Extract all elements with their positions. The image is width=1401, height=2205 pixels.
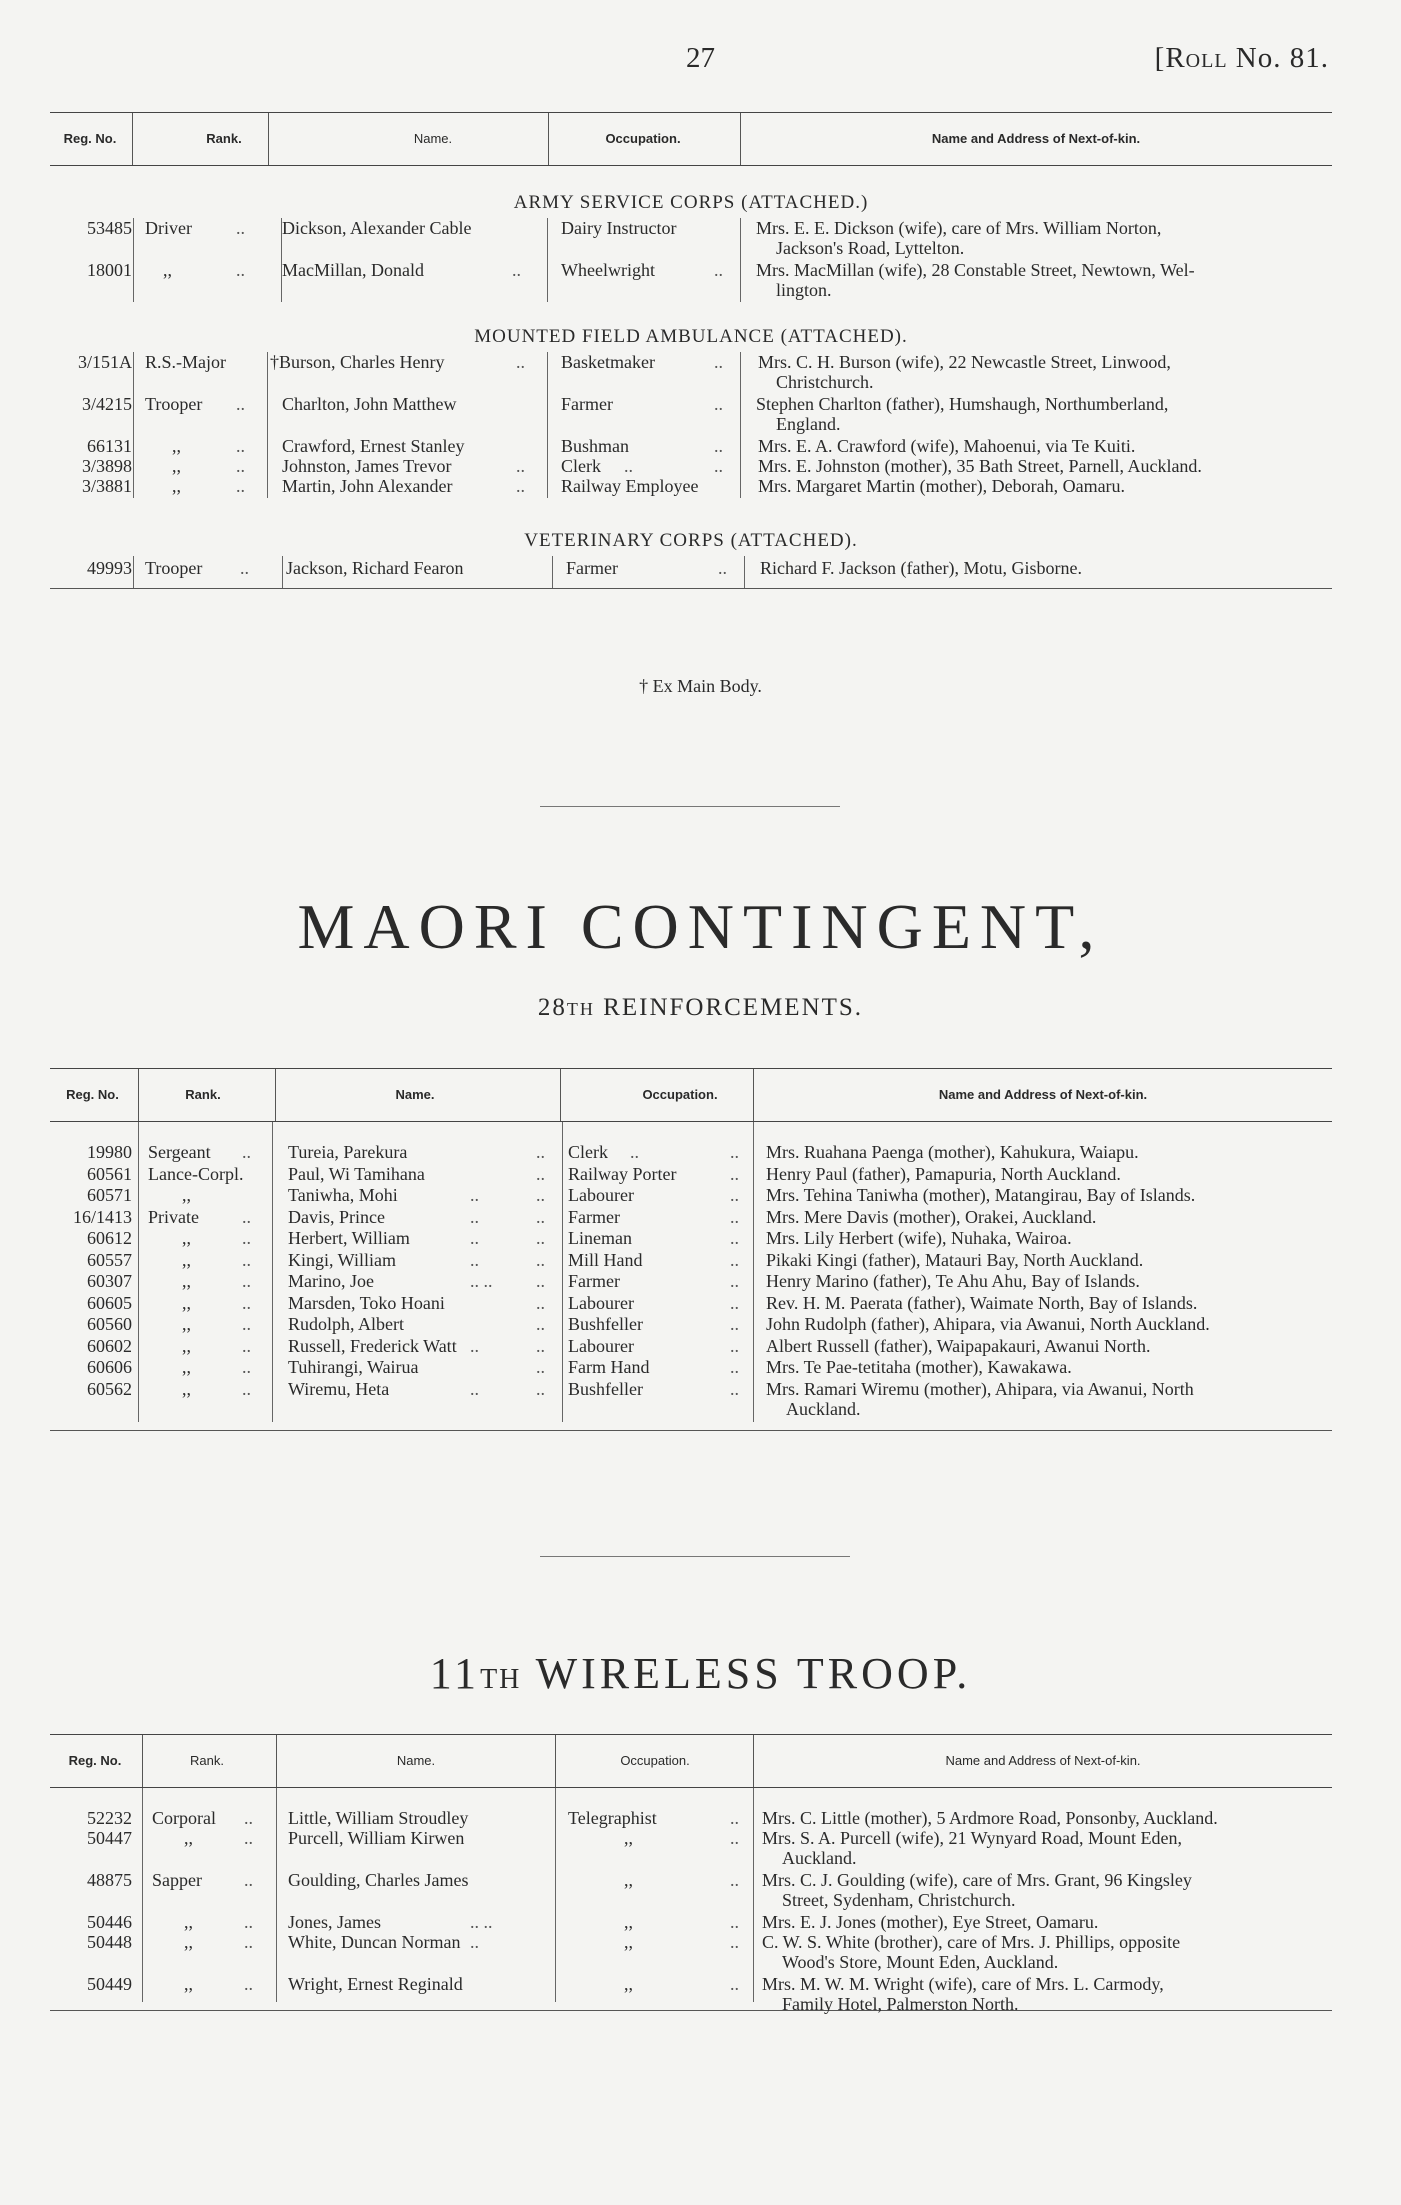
- next-of-kin: Mrs. Ruahana Paenga (mother), Kahukura, Waiapu.: [766, 1142, 1139, 1162]
- occupation-leader: ..: [730, 1335, 739, 1356]
- col-rank: Rank.: [185, 1087, 221, 1102]
- rank-leader: ..: [236, 456, 245, 476]
- occupation: Labourer: [568, 1292, 634, 1313]
- rank-leader: ..: [236, 436, 245, 456]
- occupation-leader: ..: [730, 1378, 739, 1399]
- occupation: Labourer: [568, 1335, 634, 1356]
- rank-leader: ..: [242, 1249, 251, 1270]
- rank: ,,: [172, 476, 181, 496]
- page-number: 27: [686, 42, 715, 74]
- reg-no: 50449: [87, 1974, 132, 1994]
- rank-leader: ..: [236, 260, 245, 280]
- rank: ,,: [182, 1228, 191, 1248]
- rank-leader: ..: [242, 1314, 251, 1334]
- next-of-kin: Mrs. C. H. Burson (wife), 22 Newcastle Street, Linwood,: [758, 352, 1171, 372]
- col-reg: Reg. No.: [63, 131, 117, 146]
- roll-number: [1155, 42, 1329, 75]
- col-occupation: Occupation.: [642, 1087, 718, 1102]
- reg-no: 3/151A: [78, 352, 132, 372]
- section-mounted-field-ambulance-rows: [50, 352, 1332, 498]
- occupation: Dairy Instructor: [561, 218, 677, 238]
- col-reg: Reg. No.: [66, 1087, 119, 1102]
- col-kin: Name and Address of Next-of-kin.: [945, 1753, 1141, 1768]
- next-of-kin: Pikaki Kingi (father), Matauri Bay, North Auckland.: [766, 1249, 1144, 1270]
- col-rank: Rank.: [190, 1753, 224, 1768]
- occupation: Railway Porter: [568, 1163, 677, 1184]
- reg-no: 60562: [87, 1378, 132, 1399]
- roll-bracket: [: [1154, 42, 1166, 74]
- table-header: [50, 1734, 1332, 1788]
- rank: ,,: [182, 1249, 191, 1270]
- occupation-leader: ..: [730, 1228, 739, 1248]
- col-rank: Rank.: [206, 131, 242, 146]
- occupation-leader: ..: [730, 1292, 739, 1313]
- name-mid-leader: ..: [470, 1249, 479, 1270]
- next-of-kin: Mrs. E. J. Jones (mother), Eye Street, Oamaru.: [762, 1912, 1099, 1932]
- occupation-leader: ..: [714, 352, 723, 372]
- rank-leader: ..: [242, 1335, 251, 1356]
- name: Paul, Wi Tamihana: [288, 1163, 425, 1184]
- occupation: Farmer: [568, 1271, 620, 1291]
- name: Tureia, Parekura: [288, 1142, 408, 1162]
- name: Tuhirangi, Wairua: [288, 1357, 419, 1377]
- rank-leader: ..: [236, 476, 245, 496]
- occupation: Lineman: [568, 1228, 632, 1248]
- reg-no: 3/3881: [81, 476, 132, 496]
- rank: ,,: [184, 1932, 193, 1952]
- occupation: ,,: [624, 1932, 633, 1952]
- occupation-leader: ..: [730, 1249, 739, 1270]
- occupation: Railway Employee: [561, 476, 699, 496]
- reg-no: 3/4215: [81, 394, 132, 414]
- name: MacMillan, Donald: [282, 260, 424, 280]
- reg-no: 49993: [87, 558, 132, 578]
- divider: [540, 1556, 850, 1557]
- wireless-troop-title: [0, 1648, 1401, 1699]
- rank-leader: ..: [236, 394, 245, 414]
- name-leader: ..: [536, 1185, 545, 1205]
- next-of-kin: Stephen Charlton (father), Humshaugh, Northumberland,: [756, 394, 1169, 414]
- col-occupation: Occupation.: [620, 1753, 690, 1768]
- occupation: Clerk: [561, 456, 601, 476]
- occupation-leader: ..: [730, 1314, 739, 1334]
- occupation-leader: ..: [730, 1357, 739, 1377]
- name-leader: ..: [536, 1314, 545, 1334]
- next-of-kin: Albert Russell (father), Waipapakauri, Awanui North.: [766, 1335, 1151, 1356]
- occupation-leader: ..: [714, 394, 723, 414]
- rank: ,,: [182, 1271, 191, 1291]
- next-of-kin: Mrs. Mere Davis (mother), Orakei, Auckland.: [766, 1206, 1097, 1227]
- reg-no: 60561: [87, 1163, 132, 1184]
- reg-no: 60612: [87, 1228, 132, 1248]
- name-leader: ..: [536, 1228, 545, 1248]
- name-leader: ..: [536, 1142, 545, 1162]
- next-of-kin: Richard F. Jackson (father), Motu, Gisborne.: [760, 558, 1082, 578]
- next-of-kin: Mrs. E. Johnston (mother), 35 Bath Street, Parnell, Auckland.: [758, 456, 1202, 476]
- occupation-leader: ..: [730, 1932, 739, 1952]
- title-text: WIRELESS TROOP.: [535, 1649, 972, 1698]
- next-of-kin-cont: Street, Sydenham, Christchurch.: [782, 1890, 1016, 1910]
- maori-contingent-table: [50, 1068, 1332, 1431]
- name-leader: ..: [516, 456, 525, 476]
- name: Marsden, Toko Hoani: [288, 1292, 445, 1313]
- name: †Burson, Charles Henry: [270, 352, 445, 372]
- occupation-leader: ..: [730, 1271, 739, 1291]
- name-mid-leader: ..: [470, 1932, 479, 1952]
- reg-no: 50446: [87, 1912, 132, 1932]
- next-of-kin: Henry Marino (father), Te Ahu Ahu, Bay of Islands.: [766, 1271, 1140, 1291]
- name: Dickson, Alexander Cable: [282, 218, 472, 238]
- name-leader: ..: [512, 260, 521, 280]
- rank-leader: ..: [244, 1870, 253, 1890]
- next-of-kin: Mrs. M. W. M. Wright (wife), care of Mrs. L. Carmody,: [762, 1974, 1164, 1994]
- rank: ,,: [182, 1185, 191, 1205]
- occupation: Clerk: [568, 1142, 608, 1162]
- rank: ,,: [182, 1378, 191, 1399]
- reg-no: 60557: [87, 1249, 132, 1270]
- section-army-service-rows: [50, 218, 1332, 302]
- name-leader: ..: [516, 352, 525, 372]
- name-leader: ..: [536, 1335, 545, 1356]
- maori-contingent-title: MAORI CONTINGENT,: [297, 891, 1104, 962]
- section-title-army-service: ARMY SERVICE CORPS (ATTACHED.): [513, 192, 869, 213]
- rank-leader: ..: [240, 558, 249, 578]
- attached-units-table: [50, 112, 1332, 589]
- wireless-rows: [50, 1788, 1332, 2014]
- rank-leader: ..: [242, 1378, 251, 1399]
- reg-no: 50448: [87, 1932, 132, 1952]
- occupation: Labourer: [568, 1185, 634, 1205]
- name: Wiremu, Heta: [288, 1378, 390, 1399]
- wireless-troop-table: [50, 1734, 1332, 2014]
- name-leader: ..: [536, 1249, 545, 1270]
- reg-no: 66131: [87, 436, 132, 456]
- occupation: Bushman: [561, 436, 630, 456]
- roll-label: Roll: [1165, 42, 1228, 74]
- rank-leader: ..: [244, 1828, 253, 1848]
- rank: ,,: [172, 456, 181, 476]
- name: Taniwha, Mohi: [288, 1185, 398, 1205]
- col-name: Name.: [395, 1087, 435, 1102]
- rank-leader: ..: [242, 1206, 251, 1227]
- rank: ,,: [163, 260, 172, 280]
- next-of-kin: Henry Paul (father), Pamapuria, North Auckland.: [766, 1163, 1121, 1184]
- next-of-kin-cont: England.: [776, 414, 841, 434]
- next-of-kin: Rev. H. M. Paerata (father), Waimate North, Bay of Islands.: [766, 1292, 1198, 1313]
- occupation: Farmer: [568, 1206, 620, 1227]
- name: Jackson, Richard Fearon: [286, 558, 464, 578]
- next-of-kin: Mrs. Ramari Wiremu (mother), Ahipara, via Awanui, North: [766, 1378, 1194, 1399]
- name-leader: ..: [536, 1378, 545, 1399]
- occupation: Farmer: [566, 558, 618, 578]
- occupation-leader: ..: [730, 1808, 739, 1828]
- occupation-mid-leader: ..: [624, 456, 633, 476]
- occupation: Mill Hand: [568, 1249, 643, 1270]
- occupation-mid-leader: ..: [630, 1142, 639, 1162]
- next-of-kin: Mrs. C. Little (mother), 5 Ardmore Road, Ponsonby, Auckland.: [762, 1808, 1218, 1828]
- occupation-leader: ..: [730, 1206, 739, 1227]
- rank: Trooper: [145, 394, 203, 414]
- table-header: [50, 112, 1332, 166]
- reg-no: 16/1413: [72, 1206, 132, 1227]
- rank: R.S.-Major: [145, 352, 226, 372]
- name-leader: ..: [516, 476, 525, 496]
- rank: ,,: [172, 436, 181, 456]
- occupation-leader: ..: [730, 1185, 739, 1205]
- name-mid-leader: .. ..: [470, 1271, 493, 1291]
- reg-no: 60605: [87, 1292, 132, 1313]
- rank-leader: ..: [244, 1808, 253, 1828]
- col-name: Name.: [396, 1753, 436, 1768]
- next-of-kin: Mrs. Te Pae-tetitaha (mother), Kawakawa.: [766, 1357, 1072, 1377]
- col-name: Name.: [413, 131, 453, 146]
- next-of-kin-cont: Family Hotel, Palmerston North.: [782, 1994, 1019, 2014]
- next-of-kin-cont: Jackson's Road, Lyttelton.: [776, 238, 965, 258]
- occupation: ,,: [624, 1828, 633, 1848]
- reg-no: 60606: [87, 1357, 132, 1377]
- section-veterinary-corps-rows: [50, 556, 1332, 589]
- occupation: Basketmaker: [561, 352, 655, 372]
- name: Jones, James: [288, 1912, 381, 1932]
- occupation: ,,: [624, 1974, 633, 1994]
- next-of-kin: C. W. S. White (brother), care of Mrs. J. Phillips, opposite: [762, 1932, 1181, 1952]
- name: White, Duncan Norman: [288, 1932, 461, 1952]
- rank: Sapper: [152, 1870, 202, 1890]
- name-leader: ..: [536, 1206, 545, 1227]
- rank: ,,: [184, 1828, 193, 1848]
- rank: Sergeant: [148, 1142, 211, 1162]
- reg-no: 19980: [87, 1142, 132, 1162]
- col-kin: Name and Address of Next-of-kin.: [931, 131, 1141, 146]
- name: Purcell, William Kirwen: [288, 1828, 465, 1848]
- name-mid-leader: ..: [470, 1378, 479, 1399]
- maori-rows: [50, 1122, 1332, 1431]
- roll-no: No. 81.: [1235, 42, 1329, 74]
- occupation: Farm Hand: [568, 1357, 650, 1377]
- divider: [540, 806, 840, 807]
- rank: ,,: [182, 1335, 191, 1356]
- occupation-leader: ..: [730, 1142, 739, 1162]
- name: Wright, Ernest Reginald: [288, 1974, 463, 1994]
- maori-subtitle: [0, 994, 1401, 1022]
- occupation-leader: ..: [730, 1828, 739, 1848]
- next-of-kin-cont: Auckland.: [782, 1848, 857, 1868]
- name: Little, William Stroudley: [288, 1808, 469, 1828]
- name-leader: ..: [536, 1163, 545, 1184]
- next-of-kin: Mrs. E. A. Crawford (wife), Mahoenui, via Te Kuiti.: [758, 436, 1136, 456]
- name-leader: ..: [536, 1292, 545, 1313]
- rank-leader: ..: [236, 218, 245, 238]
- rank-leader: ..: [242, 1357, 251, 1377]
- occupation: Bushfeller: [568, 1378, 643, 1399]
- occupation: Wheelwright: [561, 260, 655, 280]
- rank: ,,: [182, 1314, 191, 1334]
- title-suffix: TH: [480, 1664, 522, 1695]
- name: Davis, Prince: [288, 1206, 385, 1227]
- name: Russell, Frederick Watt: [288, 1335, 457, 1356]
- next-of-kin-cont: Christchurch.: [776, 372, 874, 392]
- rank-leader: ..: [244, 1912, 253, 1932]
- occupation-leader: ..: [730, 1870, 739, 1890]
- reg-no: 60602: [87, 1335, 132, 1356]
- rank-leader: ..: [244, 1932, 253, 1952]
- reg-no: 53485: [87, 218, 132, 238]
- reg-no: 60307: [87, 1271, 132, 1291]
- rank-leader: ..: [244, 1974, 253, 1994]
- rank: ,,: [184, 1912, 193, 1932]
- rank: ,,: [182, 1357, 191, 1377]
- reg-no: 48875: [87, 1870, 132, 1890]
- next-of-kin: Mrs. MacMillan (wife), 28 Constable Street, Newtown, Wel-: [756, 260, 1195, 280]
- reg-no: 50447: [87, 1828, 132, 1848]
- reg-no: 60560: [87, 1314, 132, 1334]
- name: Herbert, William: [288, 1228, 410, 1248]
- rank: Private: [148, 1206, 199, 1227]
- occupation: ,,: [624, 1870, 633, 1890]
- reg-no: 3/3898: [81, 456, 132, 476]
- next-of-kin: Mrs. Lily Herbert (wife), Nuhaka, Wairoa.: [766, 1228, 1072, 1248]
- rank-leader: ..: [242, 1271, 251, 1291]
- name: Goulding, Charles James: [288, 1870, 469, 1890]
- occupation-leader: ..: [730, 1974, 739, 1994]
- reg-no: 52232: [87, 1808, 132, 1828]
- next-of-kin: Mrs. Margaret Martin (mother), Deborah, Oamaru.: [758, 476, 1126, 496]
- name-mid-leader: ..: [470, 1185, 479, 1205]
- next-of-kin-cont: Wood's Store, Mount Eden, Auckland.: [782, 1952, 1059, 1972]
- rank: Corporal: [152, 1808, 216, 1828]
- rank: Trooper: [145, 558, 203, 578]
- reg-no: 18001: [87, 260, 132, 280]
- table-header: [50, 1068, 1332, 1122]
- rank-leader: ..: [242, 1142, 251, 1162]
- name: Johnston, James Trevor: [282, 456, 452, 476]
- next-of-kin: Mrs. E. E. Dickson (wife), care of Mrs. William Norton,: [756, 218, 1162, 238]
- name-leader: ..: [536, 1271, 545, 1291]
- name: Martin, John Alexander: [282, 476, 453, 496]
- name-mid-leader: .. ..: [470, 1912, 493, 1932]
- occupation: ,,: [624, 1912, 633, 1932]
- next-of-kin: Mrs. Tehina Taniwha (mother), Matangirau, Bay of Islands.: [766, 1185, 1196, 1205]
- rank: ,,: [184, 1974, 193, 1994]
- next-of-kin: Mrs. S. A. Purcell (wife), 21 Wynyard Road, Mount Eden,: [762, 1828, 1183, 1848]
- footnote: † Ex Main Body.: [639, 676, 762, 696]
- reg-no: 60571: [87, 1185, 132, 1205]
- next-of-kin-cont: lington.: [776, 280, 832, 300]
- subtitle-text: REINFORCEMENTS.: [603, 994, 864, 1021]
- col-kin: Name and Address of Next-of-kin.: [938, 1087, 1148, 1102]
- col-reg: Reg. No.: [68, 1753, 122, 1768]
- name: Rudolph, Albert: [288, 1314, 404, 1334]
- name-mid-leader: ..: [470, 1335, 479, 1356]
- col-occupation: Occupation.: [605, 131, 681, 146]
- title-number: 11: [429, 1649, 481, 1698]
- name-mid-leader: ..: [470, 1228, 479, 1248]
- occupation-leader: ..: [718, 558, 727, 578]
- occupation: Farmer: [561, 394, 613, 414]
- rank: Lance-Corpl.: [148, 1163, 244, 1184]
- rank: Driver: [145, 218, 192, 238]
- occupation-leader: ..: [714, 260, 723, 280]
- name: Charlton, John Matthew: [282, 394, 457, 414]
- occupation-leader: ..: [714, 456, 723, 476]
- rank: ,,: [182, 1292, 191, 1313]
- next-of-kin: Mrs. C. J. Goulding (wife), care of Mrs. Grant, 96 Kingsley: [762, 1870, 1192, 1890]
- subtitle-suffix: TH: [566, 999, 595, 1019]
- section-title-mounted-field-ambulance: MOUNTED FIELD AMBULANCE (ATTACHED).: [474, 326, 908, 347]
- next-of-kin-cont: Auckland.: [786, 1398, 861, 1419]
- name: Crawford, Ernest Stanley: [282, 436, 465, 456]
- rank-leader: ..: [242, 1292, 251, 1313]
- name: Kingi, William: [288, 1249, 396, 1270]
- subtitle-number: 28: [537, 994, 567, 1021]
- occupation-leader: ..: [730, 1912, 739, 1932]
- occupation-leader: ..: [730, 1163, 739, 1184]
- name: Marino, Joe: [288, 1271, 374, 1291]
- occupation-leader: ..: [714, 436, 723, 456]
- section-title-veterinary-corps: VETERINARY CORPS (ATTACHED).: [524, 530, 858, 551]
- occupation: Bushfeller: [568, 1314, 643, 1334]
- rank-leader: ..: [242, 1228, 251, 1248]
- name-mid-leader: ..: [470, 1206, 479, 1227]
- name-leader: ..: [536, 1357, 545, 1377]
- next-of-kin: John Rudolph (father), Ahipara, via Awanui, North Auckland.: [766, 1314, 1210, 1334]
- occupation: Telegraphist: [568, 1808, 657, 1828]
